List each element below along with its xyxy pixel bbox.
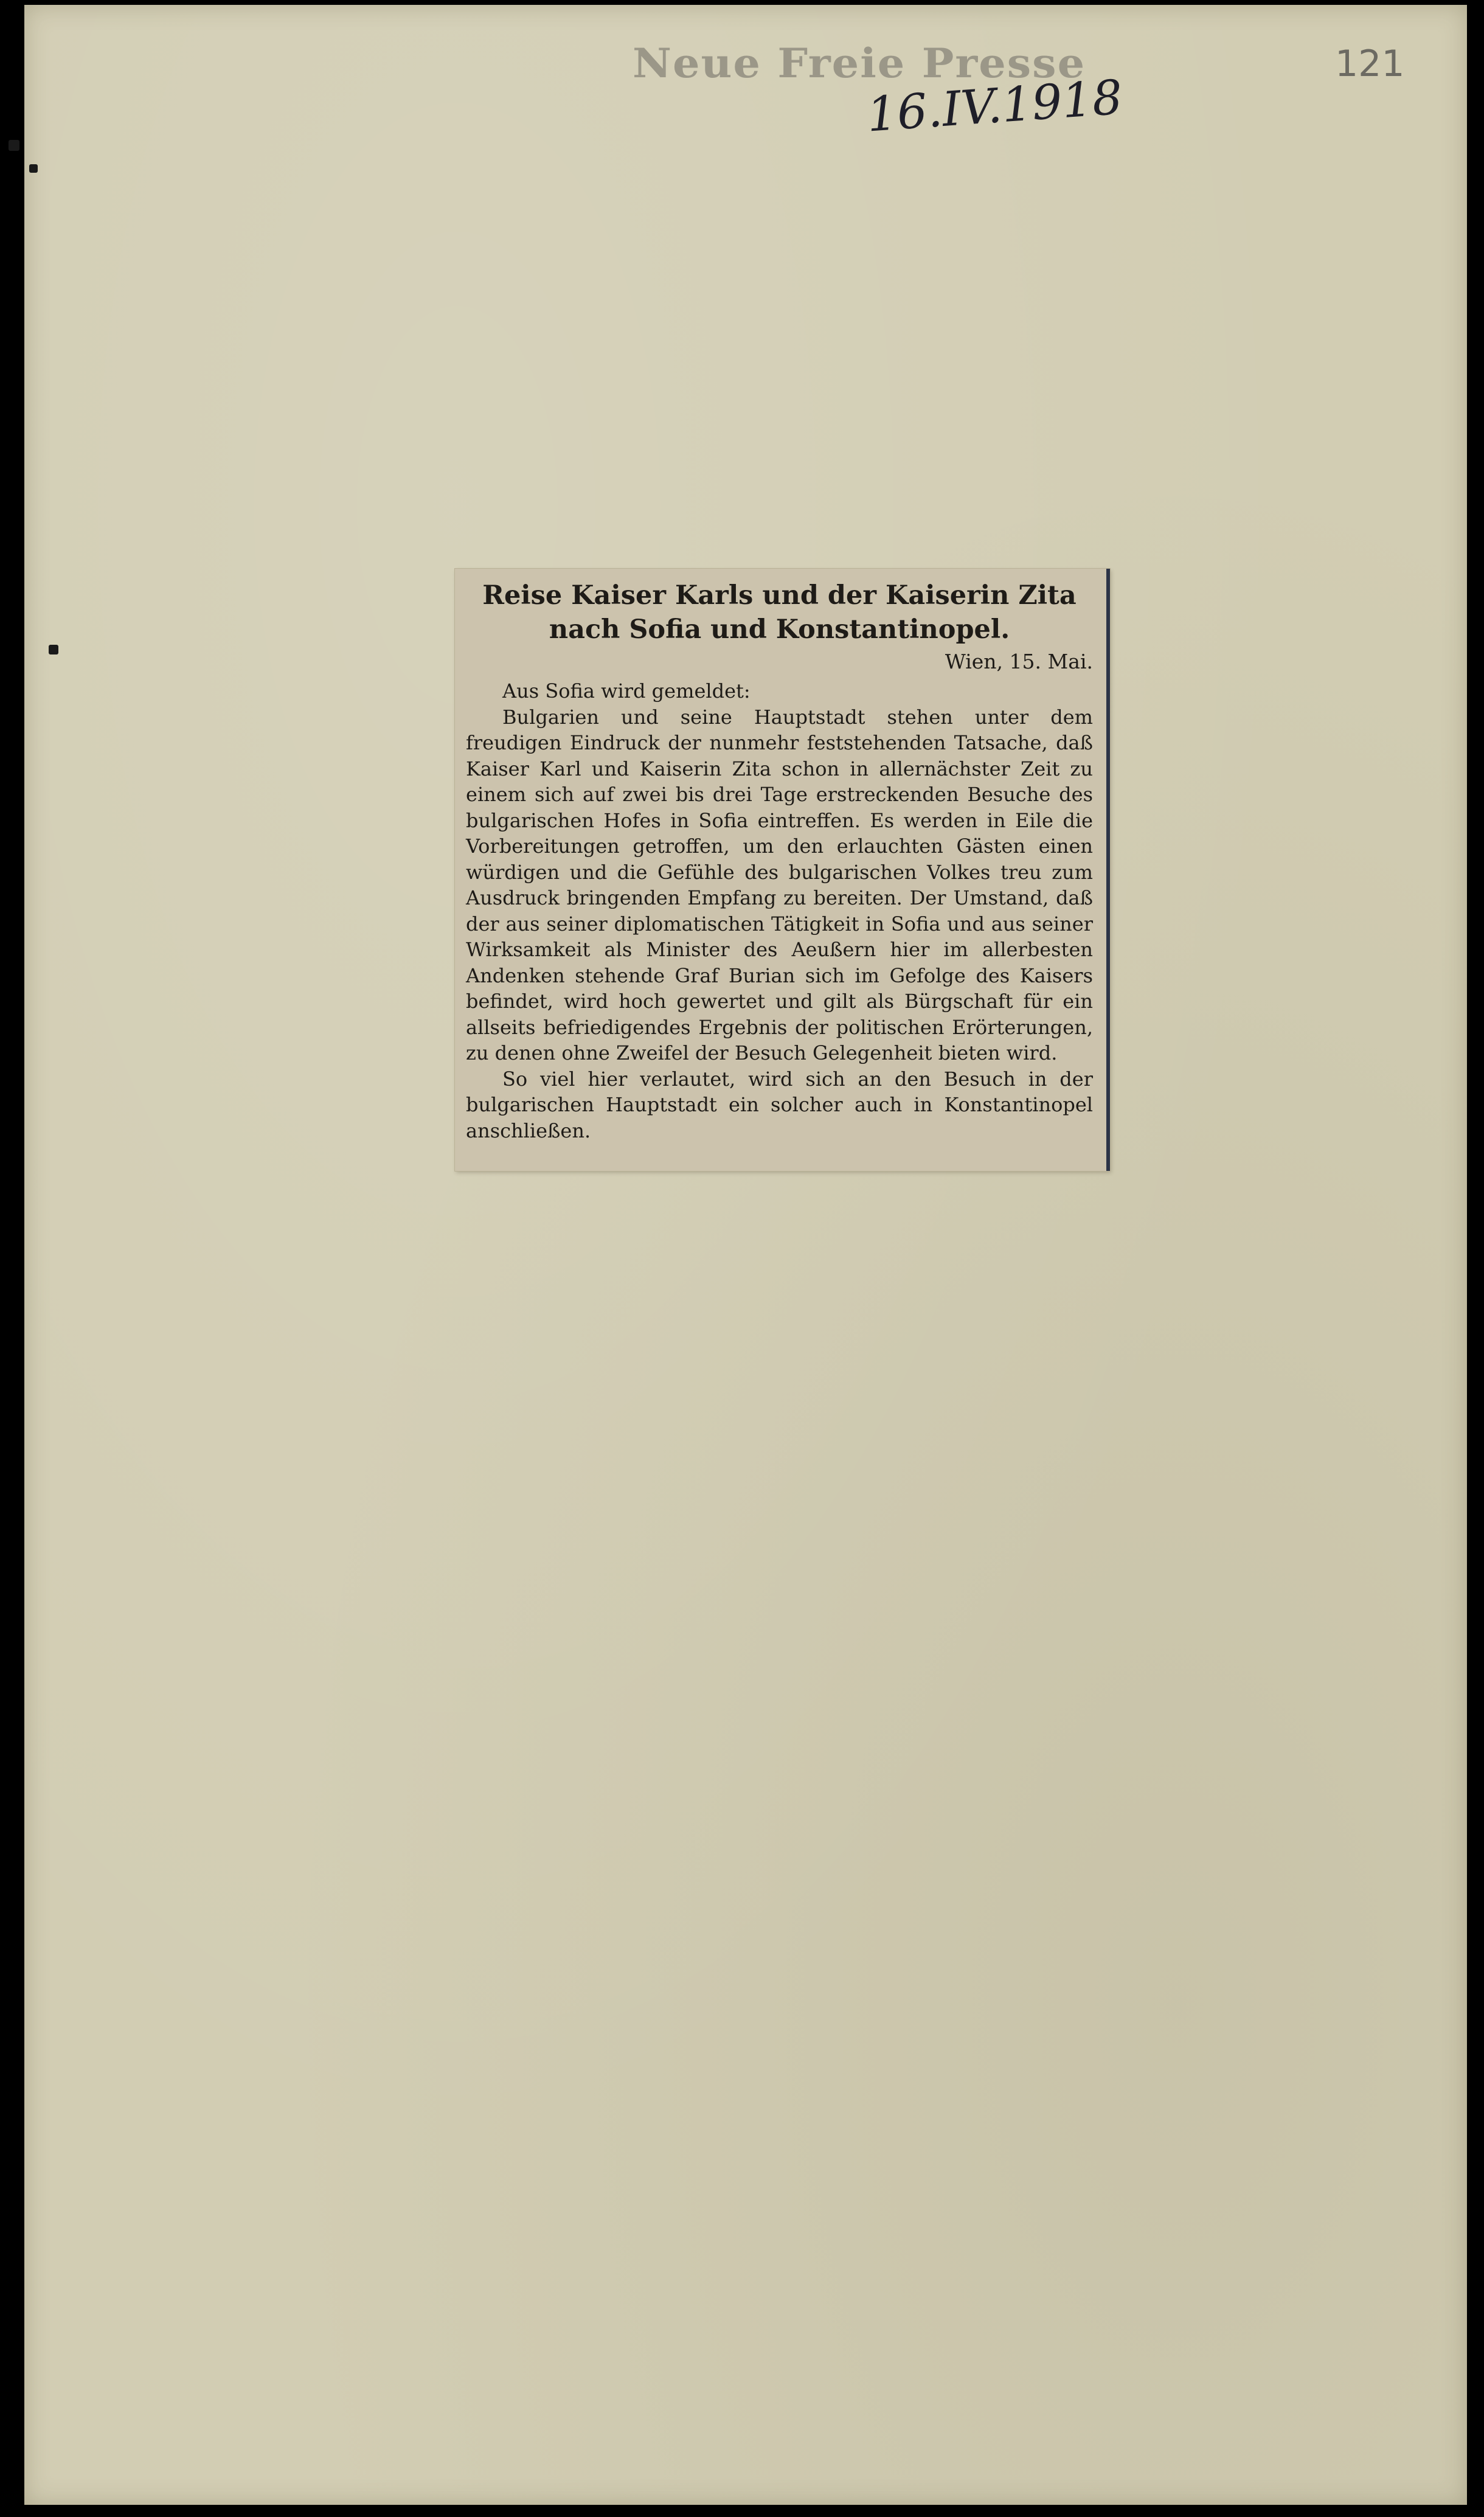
dateline: Wien, 15. Mai. [945, 650, 1093, 673]
punch-hole-mark [49, 645, 58, 654]
article-paragraph: Bulgarien und seine Hauptstadt stehen unter dem freudigen Eindruck der nunmehr feststehenden Tatsache, daß Kaiser Karl und Kaiserin Zita schon in allernächster Zeit zu einem sich auf zwei bis drei Tage erstreckenden Besuche des bulgarischen Hofes in Sofia eintreffen. Es werden in Eile die Vorbereitungen getroffen, um den erlauchten Gästen einen würdigen und die Gefühle des bulgarischen Volkes treu zum Ausdruck bringenden Empfang zu bereiten. Der Umstand, daß der aus seiner diplomatischen Tätigkeit in Sofia und aus seiner Wirksamkeit als Minister des Aeußern hier im allerbesten Andenken stehende Graf Burian sich im Gefolge des Kaisers befindet, wird hoch gewertet und gilt als Bürgschaft für ein allseits befriedigendes Ergebnis der politischen Erörterungen, zu denen ohne Zweifel der Besuch Gelegenheit bieten wird. [466, 705, 1093, 1064]
archive-sheet [24, 5, 1467, 2505]
newspaper-clipping [455, 569, 1110, 1171]
headline-line-1: Reise Kaiser Karls und der Kaiserin Zita [482, 580, 1077, 611]
page-number: 121 [1335, 43, 1405, 85]
article-paragraph: So viel hier verlautet, wird sich an den Besuch in der bulgarischen Hauptstadt ein solcher auch in Konstantinopel anschließen. [466, 1067, 1093, 1142]
headline-line-2: nach Sofia und Konstantinopel. [549, 614, 1010, 645]
punch-hole-mark [29, 164, 38, 173]
article-paragraph: Aus Sofia wird gemeldet: [502, 679, 751, 703]
handwritten-date: 16.IV.1918 [865, 70, 1125, 143]
newspaper-stamp: Neue Freie Presse [633, 39, 1086, 87]
punch-hole-mark [9, 140, 19, 151]
